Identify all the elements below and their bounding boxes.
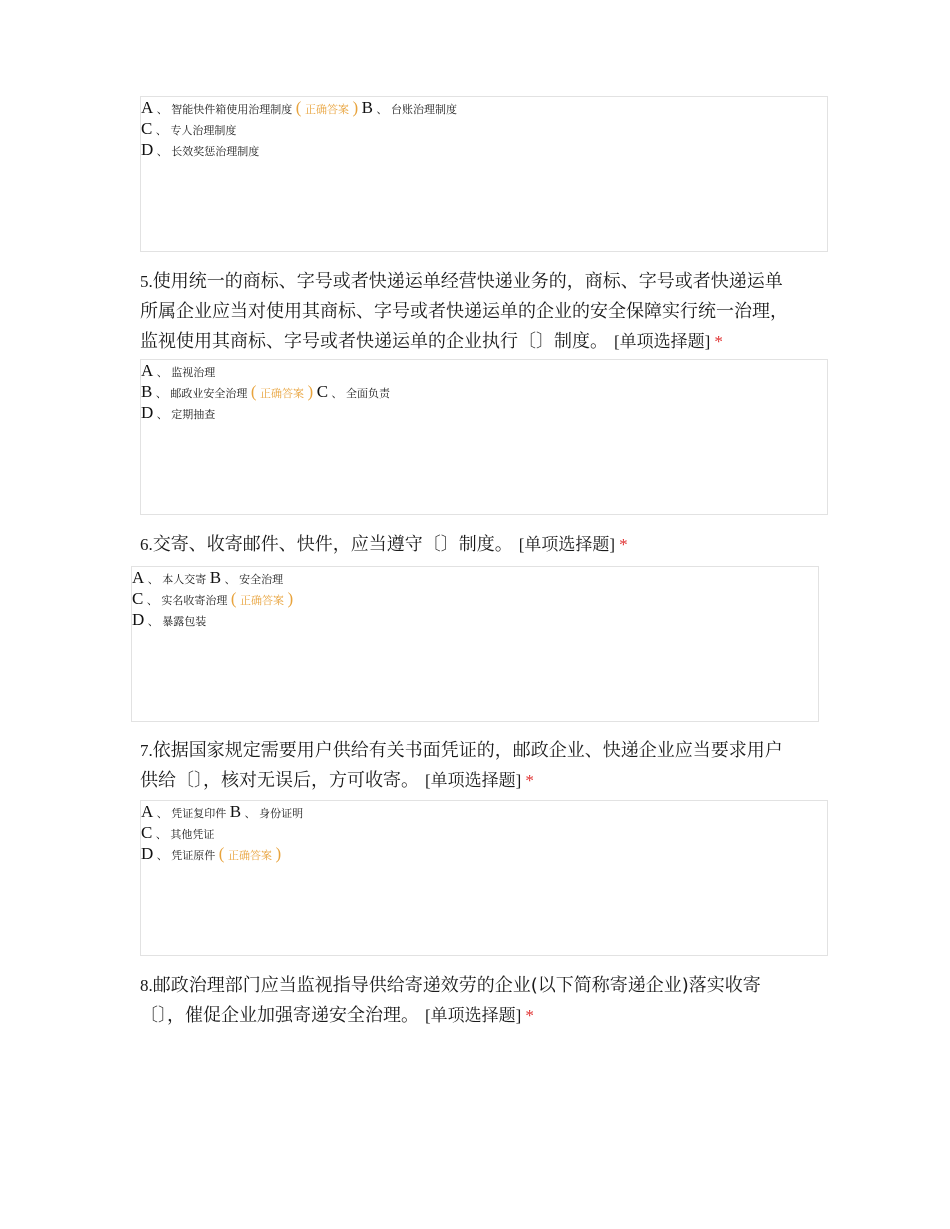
q5-line-2: 所属企业应当对使用其商标、字号或者快递运单的企业的安全保障实行统一治理， — [140, 301, 788, 322]
option-text: 长效奖惩治理制度 — [171, 145, 260, 158]
q7-question — [140, 736, 830, 796]
required-mark: * — [525, 771, 534, 790]
q8-question — [140, 971, 830, 1031]
q7-option-b[interactable] — [229, 802, 304, 821]
option-separator: 、 — [147, 573, 159, 586]
option-separator: 、 — [156, 103, 168, 116]
q7-text-1: 依据国家规定需要用户供给有关书面凭证的，邮政企业、快递企业应当要求用户 — [152, 740, 783, 761]
option-text: 本人交寄 — [162, 573, 207, 586]
correct-answer-tag: 正确答案 — [260, 387, 305, 400]
q6-option-c[interactable] — [132, 588, 293, 609]
option-separator: 、 — [156, 807, 168, 820]
q4-options-box — [140, 96, 828, 252]
q8-text-1: 邮政治理部门应当监视指导供给寄递效劳的企业(以下简称寄递企业)落实收寄 — [152, 975, 761, 996]
required-mark: * — [525, 1006, 534, 1025]
q8-text-2: 〔〕，催促企业加强寄递安全治理。 — [140, 1005, 419, 1026]
option-text: 台账治理制度 — [390, 103, 457, 116]
q5-line-1 — [140, 267, 830, 297]
option-letter: D — [141, 403, 154, 422]
q4-option-a[interactable] — [141, 98, 362, 117]
option-letter: B — [361, 98, 373, 117]
q5-option-b[interactable] — [141, 382, 317, 401]
option-letter: A — [132, 568, 145, 587]
option-text: 监视治理 — [171, 366, 216, 379]
question-type-label: [单项选择题] — [425, 1006, 522, 1025]
q4-option-d[interactable] — [141, 139, 259, 160]
option-separator: 、 — [156, 408, 168, 421]
q5-question — [140, 267, 830, 357]
option-separator: 、 — [156, 849, 168, 862]
q7-option-row-1 — [141, 801, 303, 822]
q6-number: 6. — [140, 535, 153, 554]
q5-text-1: 使用统一的商标、字号或者快递运单经营快递业务的，商标、字号或者快递运单 — [152, 271, 783, 292]
q7-option-c[interactable] — [141, 822, 214, 843]
q5-option-c[interactable] — [316, 382, 391, 401]
paren-close: ) — [275, 844, 282, 863]
q7-number: 7. — [140, 741, 153, 760]
q5-line-3 — [140, 327, 830, 357]
option-letter: A — [141, 361, 154, 380]
q5-options-box — [140, 359, 828, 515]
option-separator: 、 — [147, 615, 159, 628]
q7-text-2: 供给〔〕，核对无误后，方可收寄。 — [140, 770, 419, 791]
paren-close: ) — [352, 98, 359, 117]
option-text: 全面负责 — [346, 387, 391, 400]
q7-line-2 — [140, 766, 830, 796]
question-type-label: [单项选择题] — [614, 332, 711, 351]
q6-text-1: 交寄、收寄邮件、快件，应当遵守〔〕制度。 — [152, 534, 513, 555]
option-separator: 、 — [155, 387, 167, 400]
q4-option-c[interactable] — [141, 118, 236, 139]
option-separator: 、 — [156, 366, 168, 379]
option-separator: 、 — [331, 387, 343, 400]
option-letter: A — [141, 802, 154, 821]
option-text: 定期抽查 — [171, 408, 216, 421]
q5-number: 5. — [140, 272, 153, 291]
q5-option-d[interactable] — [141, 402, 215, 423]
q6-option-d[interactable] — [132, 609, 206, 630]
q5-option-row-2 — [141, 381, 390, 402]
question-type-label: [单项选择题] — [425, 771, 522, 790]
option-letter: C — [316, 382, 329, 401]
q5-text-3: 监视使用其商标、字号或者快递运单的企业执行〔〕制度。 — [140, 331, 608, 352]
q4-option-b[interactable] — [361, 98, 457, 117]
paren-open: ( — [295, 98, 302, 117]
q6-line-1 — [140, 530, 830, 560]
option-separator: 、 — [155, 828, 167, 841]
correct-answer-tag: 正确答案 — [227, 849, 272, 862]
option-letter: A — [141, 98, 154, 117]
option-letter: B — [229, 802, 242, 821]
option-text: 身份证明 — [259, 807, 304, 820]
required-mark: * — [714, 332, 723, 351]
option-text: 安全治理 — [239, 573, 284, 586]
paren-open: ( — [230, 589, 237, 608]
option-letter: C — [141, 119, 153, 138]
required-mark: * — [619, 535, 628, 554]
q4-option-row-1 — [141, 97, 457, 118]
paren-open: ( — [250, 382, 257, 401]
option-letter: C — [141, 823, 153, 842]
option-text: 邮政业安全治理 — [170, 387, 248, 400]
q7-options-box — [140, 800, 828, 956]
q5-option-a[interactable] — [141, 360, 215, 381]
option-separator: 、 — [146, 594, 158, 607]
option-text: 实名收寄治理 — [161, 594, 228, 607]
option-separator: 、 — [224, 573, 236, 586]
option-letter: D — [141, 140, 154, 159]
paren-close: ) — [287, 589, 294, 608]
q7-option-d[interactable] — [141, 843, 281, 864]
paren-open: ( — [218, 844, 225, 863]
q6-option-b[interactable] — [209, 568, 284, 587]
question-type-label: [单项选择题] — [518, 535, 616, 554]
option-text: 智能快件箱使用治理制度 — [171, 103, 293, 116]
option-text: 暴露包装 — [162, 615, 207, 628]
option-separator: 、 — [156, 145, 168, 158]
q8-line-2 — [140, 1001, 830, 1031]
option-text: 专人治理制度 — [170, 124, 237, 137]
q7-option-a[interactable] — [141, 802, 230, 821]
option-separator: 、 — [155, 124, 167, 137]
option-letter: D — [132, 610, 145, 629]
q6-options-box — [131, 566, 819, 722]
option-text: 凭证原件 — [171, 849, 216, 862]
paren-close: ) — [307, 382, 314, 401]
option-letter: B — [141, 382, 153, 401]
q6-question — [140, 530, 830, 560]
option-text: 凭证复印件 — [171, 807, 227, 820]
q8-line-1 — [140, 971, 830, 1001]
q7-line-1 — [140, 736, 830, 766]
option-separator: 、 — [376, 103, 388, 116]
option-separator: 、 — [244, 807, 256, 820]
q8-number: 8. — [140, 976, 153, 995]
option-letter: C — [132, 589, 144, 608]
correct-answer-tag: 正确答案 — [304, 103, 349, 116]
q6-option-row-1 — [132, 567, 283, 588]
option-text: 其他凭证 — [170, 828, 215, 841]
correct-answer-tag: 正确答案 — [240, 594, 285, 607]
option-letter: D — [141, 844, 154, 863]
option-letter: B — [209, 568, 222, 587]
q6-option-a[interactable] — [132, 568, 210, 587]
